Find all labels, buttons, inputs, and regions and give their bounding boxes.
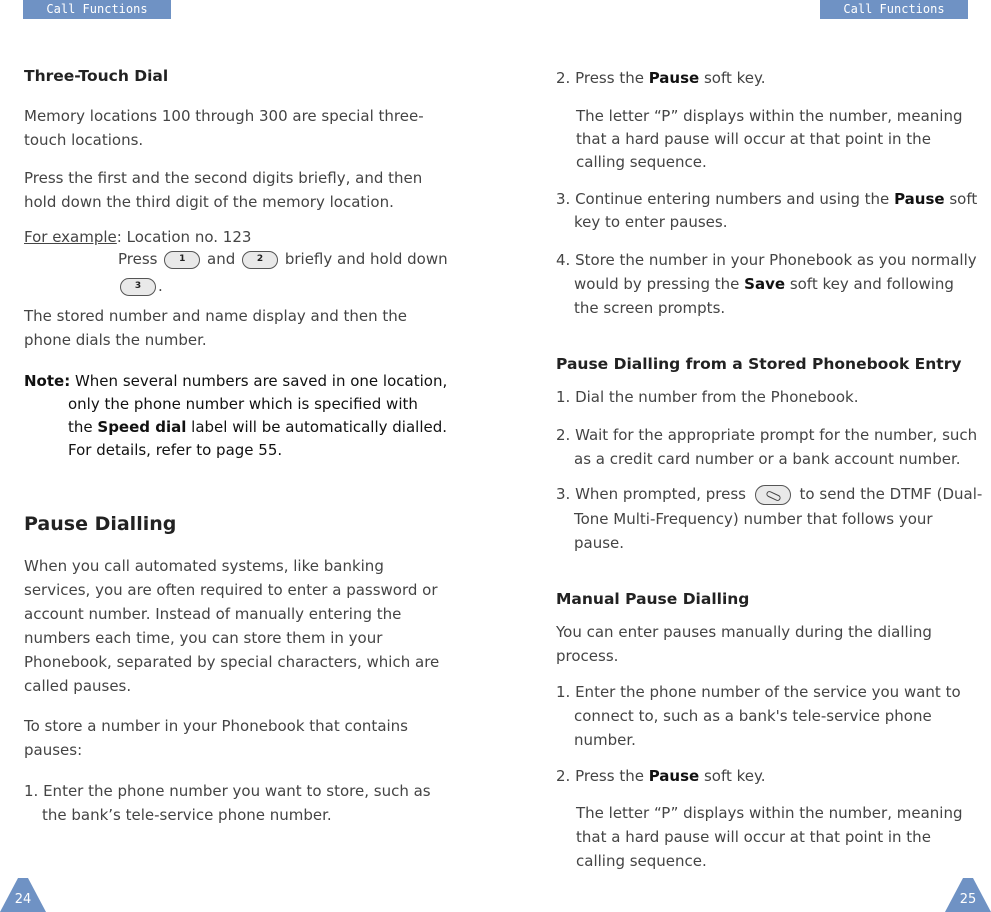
key-1-icon: 1 bbox=[164, 251, 200, 269]
paragraph-line: touch locations. bbox=[24, 131, 144, 149]
send-key-icon bbox=[755, 485, 791, 505]
example-keys-line bbox=[118, 247, 448, 271]
step-line bbox=[556, 764, 766, 788]
save-key-term: Save bbox=[744, 275, 786, 293]
key-3-icon: 3 bbox=[120, 278, 156, 296]
step-desc-line: calling sequence. bbox=[576, 852, 707, 870]
step-desc-line: The letter “P” displays within the number, meaning bbox=[576, 107, 963, 125]
step-desc-line: The letter “P” displays within the number, meaning bbox=[576, 804, 963, 822]
paragraph-line: called pauses. bbox=[24, 677, 132, 695]
note-text: the bbox=[68, 418, 98, 436]
example-end: . bbox=[158, 277, 163, 295]
section-tab-right: Call Functions bbox=[820, 0, 968, 19]
step-line: 2. Wait for the appropriate prompt for the number, such bbox=[556, 426, 978, 444]
key-2-icon: 2 bbox=[242, 251, 278, 269]
stored-entry-heading: Pause Dialling from a Stored Phonebook Entry bbox=[556, 355, 962, 373]
step-desc-line: that a hard pause will occur at that point in the bbox=[576, 828, 931, 846]
paragraph-line: The stored number and name display and then the bbox=[24, 307, 408, 325]
paragraph-line: Press the first and the second digits briefly, and then bbox=[24, 169, 423, 187]
step-line: connect to, such as a bank's tele-service phone bbox=[574, 707, 932, 725]
step-line: 4. Store the number in your Phonebook as you normally bbox=[556, 251, 977, 269]
step-line: 1. Dial the number from the Phonebook. bbox=[556, 388, 859, 406]
example-and: and bbox=[207, 250, 236, 268]
page-number-right bbox=[945, 878, 991, 912]
step-line: number. bbox=[574, 731, 636, 749]
step-text: soft key and following bbox=[785, 275, 954, 293]
note-line: only the phone number which is specified with bbox=[68, 395, 418, 413]
note-line bbox=[68, 415, 447, 439]
step-line: 1. Enter the phone number of the service you want to bbox=[556, 683, 961, 701]
step-line bbox=[556, 482, 982, 506]
example-press: Press bbox=[118, 250, 158, 268]
pause-key-term: Pause bbox=[648, 767, 700, 785]
step-text: soft bbox=[944, 190, 978, 208]
example-hold: briefly and hold down bbox=[284, 250, 448, 268]
section-tab-left: Call Functions bbox=[23, 0, 171, 19]
pause-dialling-heading: Pause Dialling bbox=[24, 513, 177, 535]
step-line: the bank’s tele-service phone number. bbox=[42, 806, 332, 824]
step-line bbox=[574, 272, 954, 296]
page-number-left bbox=[0, 878, 46, 912]
step-desc-line: calling sequence. bbox=[576, 153, 707, 171]
paragraph-line: account number. Instead of manually entering the bbox=[24, 605, 402, 623]
step-text: 3. When prompted, press bbox=[556, 485, 746, 503]
paragraph-line: hold down the third digit of the memory location. bbox=[24, 193, 394, 211]
step-text: to send the DTMF (Dual- bbox=[799, 485, 983, 503]
step-text: 2. Press the bbox=[556, 69, 649, 87]
paragraph-line: phone dials the number. bbox=[24, 331, 207, 349]
paragraph-line: Phonebook, separated by special characters, which are bbox=[24, 653, 440, 671]
paragraph-line: pauses: bbox=[24, 741, 83, 759]
paragraph-line: process. bbox=[556, 647, 619, 665]
note-line bbox=[24, 369, 447, 393]
step-text: 3. Continue entering numbers and using the bbox=[556, 190, 895, 208]
three-touch-heading: Three-Touch Dial bbox=[24, 67, 169, 85]
example-line bbox=[24, 225, 251, 249]
example-label: For example bbox=[24, 228, 117, 246]
note-label: Note: bbox=[24, 372, 71, 390]
paragraph-line: services, you are often required to enter a password or bbox=[24, 581, 438, 599]
step-text: soft key. bbox=[699, 69, 766, 87]
step-line: pause. bbox=[574, 534, 625, 552]
paragraph-line: numbers each time, you can store them in your bbox=[24, 629, 383, 647]
paragraph-line: Memory locations 100 through 300 are special three- bbox=[24, 107, 424, 125]
paragraph-line: You can enter pauses manually during the dialling bbox=[556, 623, 932, 641]
step-line: as a credit card number or a bank account number. bbox=[574, 450, 961, 468]
step-desc-line: that a hard pause will occur at that point in the bbox=[576, 130, 931, 148]
step-text: soft key. bbox=[699, 767, 766, 785]
step-text: would by pressing the bbox=[574, 275, 745, 293]
speed-dial-term: Speed dial bbox=[97, 418, 187, 436]
step-line: Tone Multi-Frequency) number that follows your bbox=[574, 510, 933, 528]
pause-key-term: Pause bbox=[648, 69, 700, 87]
step-line: 1. Enter the phone number you want to store, such as bbox=[24, 782, 431, 800]
example-key3-line bbox=[118, 274, 163, 298]
page-number-text: 25 bbox=[959, 892, 977, 907]
paragraph-line: To store a number in your Phonebook that contains bbox=[24, 717, 408, 735]
page-number-text: 24 bbox=[14, 892, 32, 907]
step-line bbox=[556, 187, 977, 211]
note-text: label will be automatically dialled. bbox=[186, 418, 448, 436]
step-text: 2. Press the bbox=[556, 767, 649, 785]
note-line: For details, refer to page 55. bbox=[68, 441, 283, 459]
example-location: : Location no. 123 bbox=[116, 228, 252, 246]
step-line: the screen prompts. bbox=[574, 299, 726, 317]
step-line bbox=[556, 66, 766, 90]
paragraph-line: When you call automated systems, like banking bbox=[24, 557, 384, 575]
step-line: key to enter pauses. bbox=[574, 213, 728, 231]
manual-pause-heading: Manual Pause Dialling bbox=[556, 590, 750, 608]
note-text: When several numbers are saved in one location, bbox=[70, 372, 448, 390]
pause-key-term: Pause bbox=[894, 190, 945, 208]
